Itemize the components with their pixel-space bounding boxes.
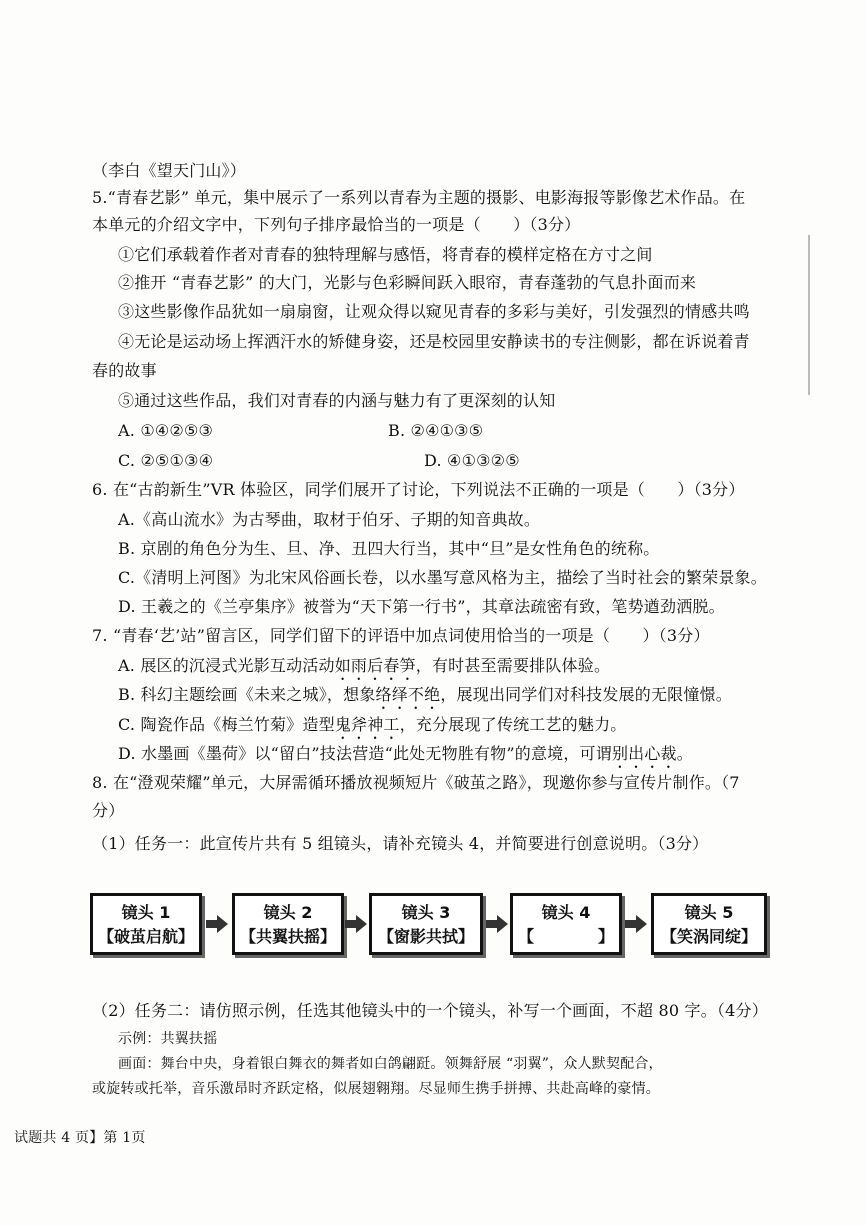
sentence-5: ⑤通过这些作品，我们对青春的内涵与魅力有了更深刻的认知: [118, 391, 556, 410]
option-7b: B. 科幻主题绘画《未来之城》，想象络绎不绝，展现出同学们对科技发展的无限憧憬。: [118, 685, 732, 704]
shot-2-box: [232, 893, 344, 955]
option-6a: A.《高山流水》为古琴曲，取材于伯牙、子期的知音典故。: [118, 510, 541, 529]
arrow-icon: [345, 915, 367, 933]
shot-5-box: [651, 893, 767, 955]
question-6-stem: 6. 在“古韵新生”VR 体验区，同学们展开了讨论，下列说法不正确的一项是（ ）（3分）: [92, 480, 745, 499]
dotted-word-7b: 络绎不绝: [375, 685, 441, 704]
shot-4-title: 镜头 4: [541, 903, 591, 922]
option-6d: D. 王羲之的《兰亭集序》被誉为“天下第一行书”，其章法疏密有致，笔势遒劲洒脱。: [118, 597, 725, 616]
option-7d: D. 水墨画《墨荷》以“留白”技法营造“此处无物胜有物”的意境，可谓别出心裁。: [118, 744, 693, 763]
shot-5-subtitle: 【笑涡同绽】: [660, 927, 757, 946]
shot-2-subtitle: 【共翼扶摇】: [239, 927, 336, 946]
shot-2-title: 镜头 2: [263, 903, 313, 922]
task-2: （2）任务二：请仿照示例，任选其他镜头中的一个镜头，补写一个画面，不超 80 字。（4分）: [92, 1001, 768, 1020]
sentence-1: ①它们承载着作者对青春的独特理解与感悟，将青春的模样定格在方寸之间: [118, 245, 653, 264]
shot-1-title: 镜头 1: [121, 903, 171, 922]
option-7a: A. 展区的沉浸式光影互动活动如雨后春笋，有时甚至需要排队体验。: [118, 656, 611, 675]
task-1: （1）任务一：此宣传片共有 5 组镜头，请补充镜头 4，并简要进行创意说明。（3分）: [92, 834, 709, 853]
shot-3-title: 镜头 3: [401, 903, 451, 922]
dotted-word-7c: 鬼斧神工: [334, 715, 400, 734]
question-5-stem-cont: 本单元的介绍文字中，下列句子排序最恰当的一项是（ ）（3分）: [92, 215, 581, 234]
quote-attribution: （李白《望天门山》）: [92, 161, 247, 180]
shot-1-subtitle: 【破茧启航】: [97, 927, 194, 946]
shot-flowchart: [90, 893, 770, 965]
question-8-stem: 8. 在“澄观荣耀”单元，大屏需循环播放视频短片《破茧之路》，现邀你参与宣传片制作。（7: [92, 773, 740, 792]
shot-3-box: [369, 893, 483, 955]
dotted-word-7d: 别出心裁: [611, 744, 677, 763]
shot-3-subtitle: 【窗影共拭】: [377, 927, 474, 946]
option-5c: C. ②⑤①③④: [118, 451, 214, 470]
arrow-icon: [206, 915, 228, 933]
shot-1-box: [90, 893, 202, 955]
option-5a: A. ①④②⑤③: [118, 421, 214, 440]
option-7c: C. 陶瓷作品《梅兰竹菊》造型鬼斧神工，充分展现了传统工艺的魅力。: [118, 715, 627, 734]
shot-4-box: [510, 893, 622, 955]
sentence-3: ③这些影像作品犹如一扇扇窗，让观众得以窥见青春的多彩与美好，引发强烈的情感共鸣: [118, 302, 750, 321]
arrow-icon: [625, 915, 647, 933]
example-text-2: 或旋转或托举，音乐激昂时齐跃定格，似展翅翱翔。尽显师生携手拼搏、共赴高峰的豪情。: [92, 1081, 660, 1097]
arrow-icon: [486, 915, 508, 933]
dotted-word-7a: 如雨后春笋: [334, 656, 416, 675]
shot-5-title: 镜头 5: [684, 903, 734, 922]
sentence-4: ④无论是运动场上挥洒汗水的矫健身姿，还是校园里安静读书的专注侧影，都在诉说着青: [118, 332, 750, 351]
scan-edge-mark: [808, 235, 810, 395]
example-label: 示例：共翼扶摇: [118, 1031, 218, 1047]
question-8-stem-cont: 分）: [92, 801, 125, 820]
shot-4-subtitle: 【 】: [517, 927, 614, 946]
question-7-stem: 7. “青春‘艺’站”留言区，同学们留下的评语中加点词使用恰当的一项是（ ）（3分）: [92, 626, 710, 645]
sentence-4-cont: 春的故事: [92, 361, 157, 380]
option-6b: B. 京剧的角色分为生、旦、净、丑四大行当，其中“旦”是女性角色的统称。: [118, 539, 660, 558]
question-5-stem: 5.“青春艺影” 单元，集中展示了一系列以青春为主题的摄影、电影海报等影像艺术作品。在: [92, 188, 746, 207]
example-text-1: 画面：舞台中央，身着银白舞衣的舞者如白鸽翩跹。领舞舒展 “羽翼”，众人默契配合，: [118, 1056, 663, 1072]
option-6c: C.《清明上河图》为北宋风俗画长卷，以水墨写意风格为主，描绘了当时社会的繁荣景象。: [118, 568, 767, 587]
option-5d: D. ④①③②⑤: [424, 451, 520, 470]
sentence-2: ②推开 “青春艺影” 的大门，光影与色彩瞬间跃入眼帘，青春蓬勃的气息扑面而来: [118, 273, 697, 292]
option-5b: B. ②④①③⑤: [388, 421, 484, 440]
page-footer: 试题共 4 页】第 1页: [14, 1130, 146, 1146]
